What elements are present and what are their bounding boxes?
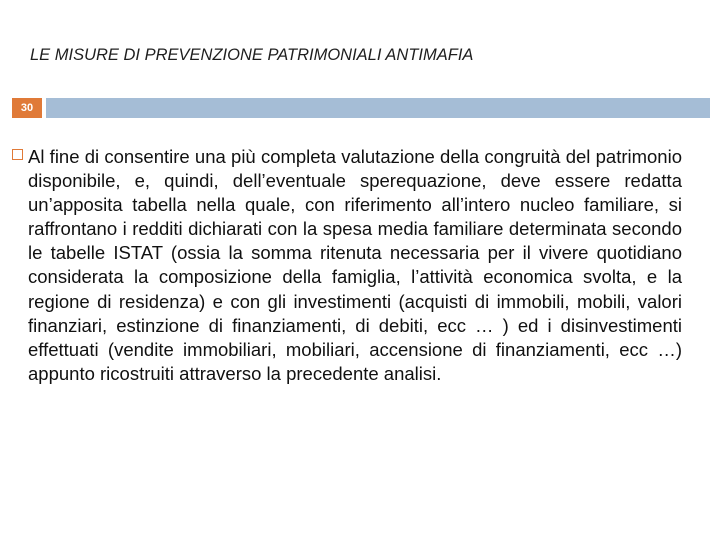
square-bullet-icon [12, 149, 23, 160]
header-bar [0, 98, 720, 118]
slide-title: LE MISURE DI PREVENZIONE PATRIMONIALI ANTIMAFIA [30, 46, 474, 64]
page-number: 30 [20, 102, 34, 114]
header-rule [46, 98, 710, 118]
page-number-badge [12, 98, 42, 118]
body-paragraph: Al fine di consentire una più completa valutazione della congruità del patrimonio disponibile, e, quindi, dell’eventuale sperequazione, deve essere redatta un’apposita tabella nella quale, con riferimento all’intero nucleo familiare, si raffrontano i redditi dichiarati con la spesa media familiare determinata secondo le tabelle ISTAT (ossia la somma ritenuta necessaria per il vivere quotidiano considerata la composizione della famiglia, l’attività economica svolta, e la regione di residenza) e con gli investimenti (acquisti di immobili, mobili, valori finanziari, estinzione di finanziamenti, di debiti, ecc … ) ed i disinvestimenti effettuati (vendite immobiliari, mobiliari, accensione di finanziamenti, ecc …) appunto ricostruiti attraverso la precedente analisi. [28, 146, 682, 384]
